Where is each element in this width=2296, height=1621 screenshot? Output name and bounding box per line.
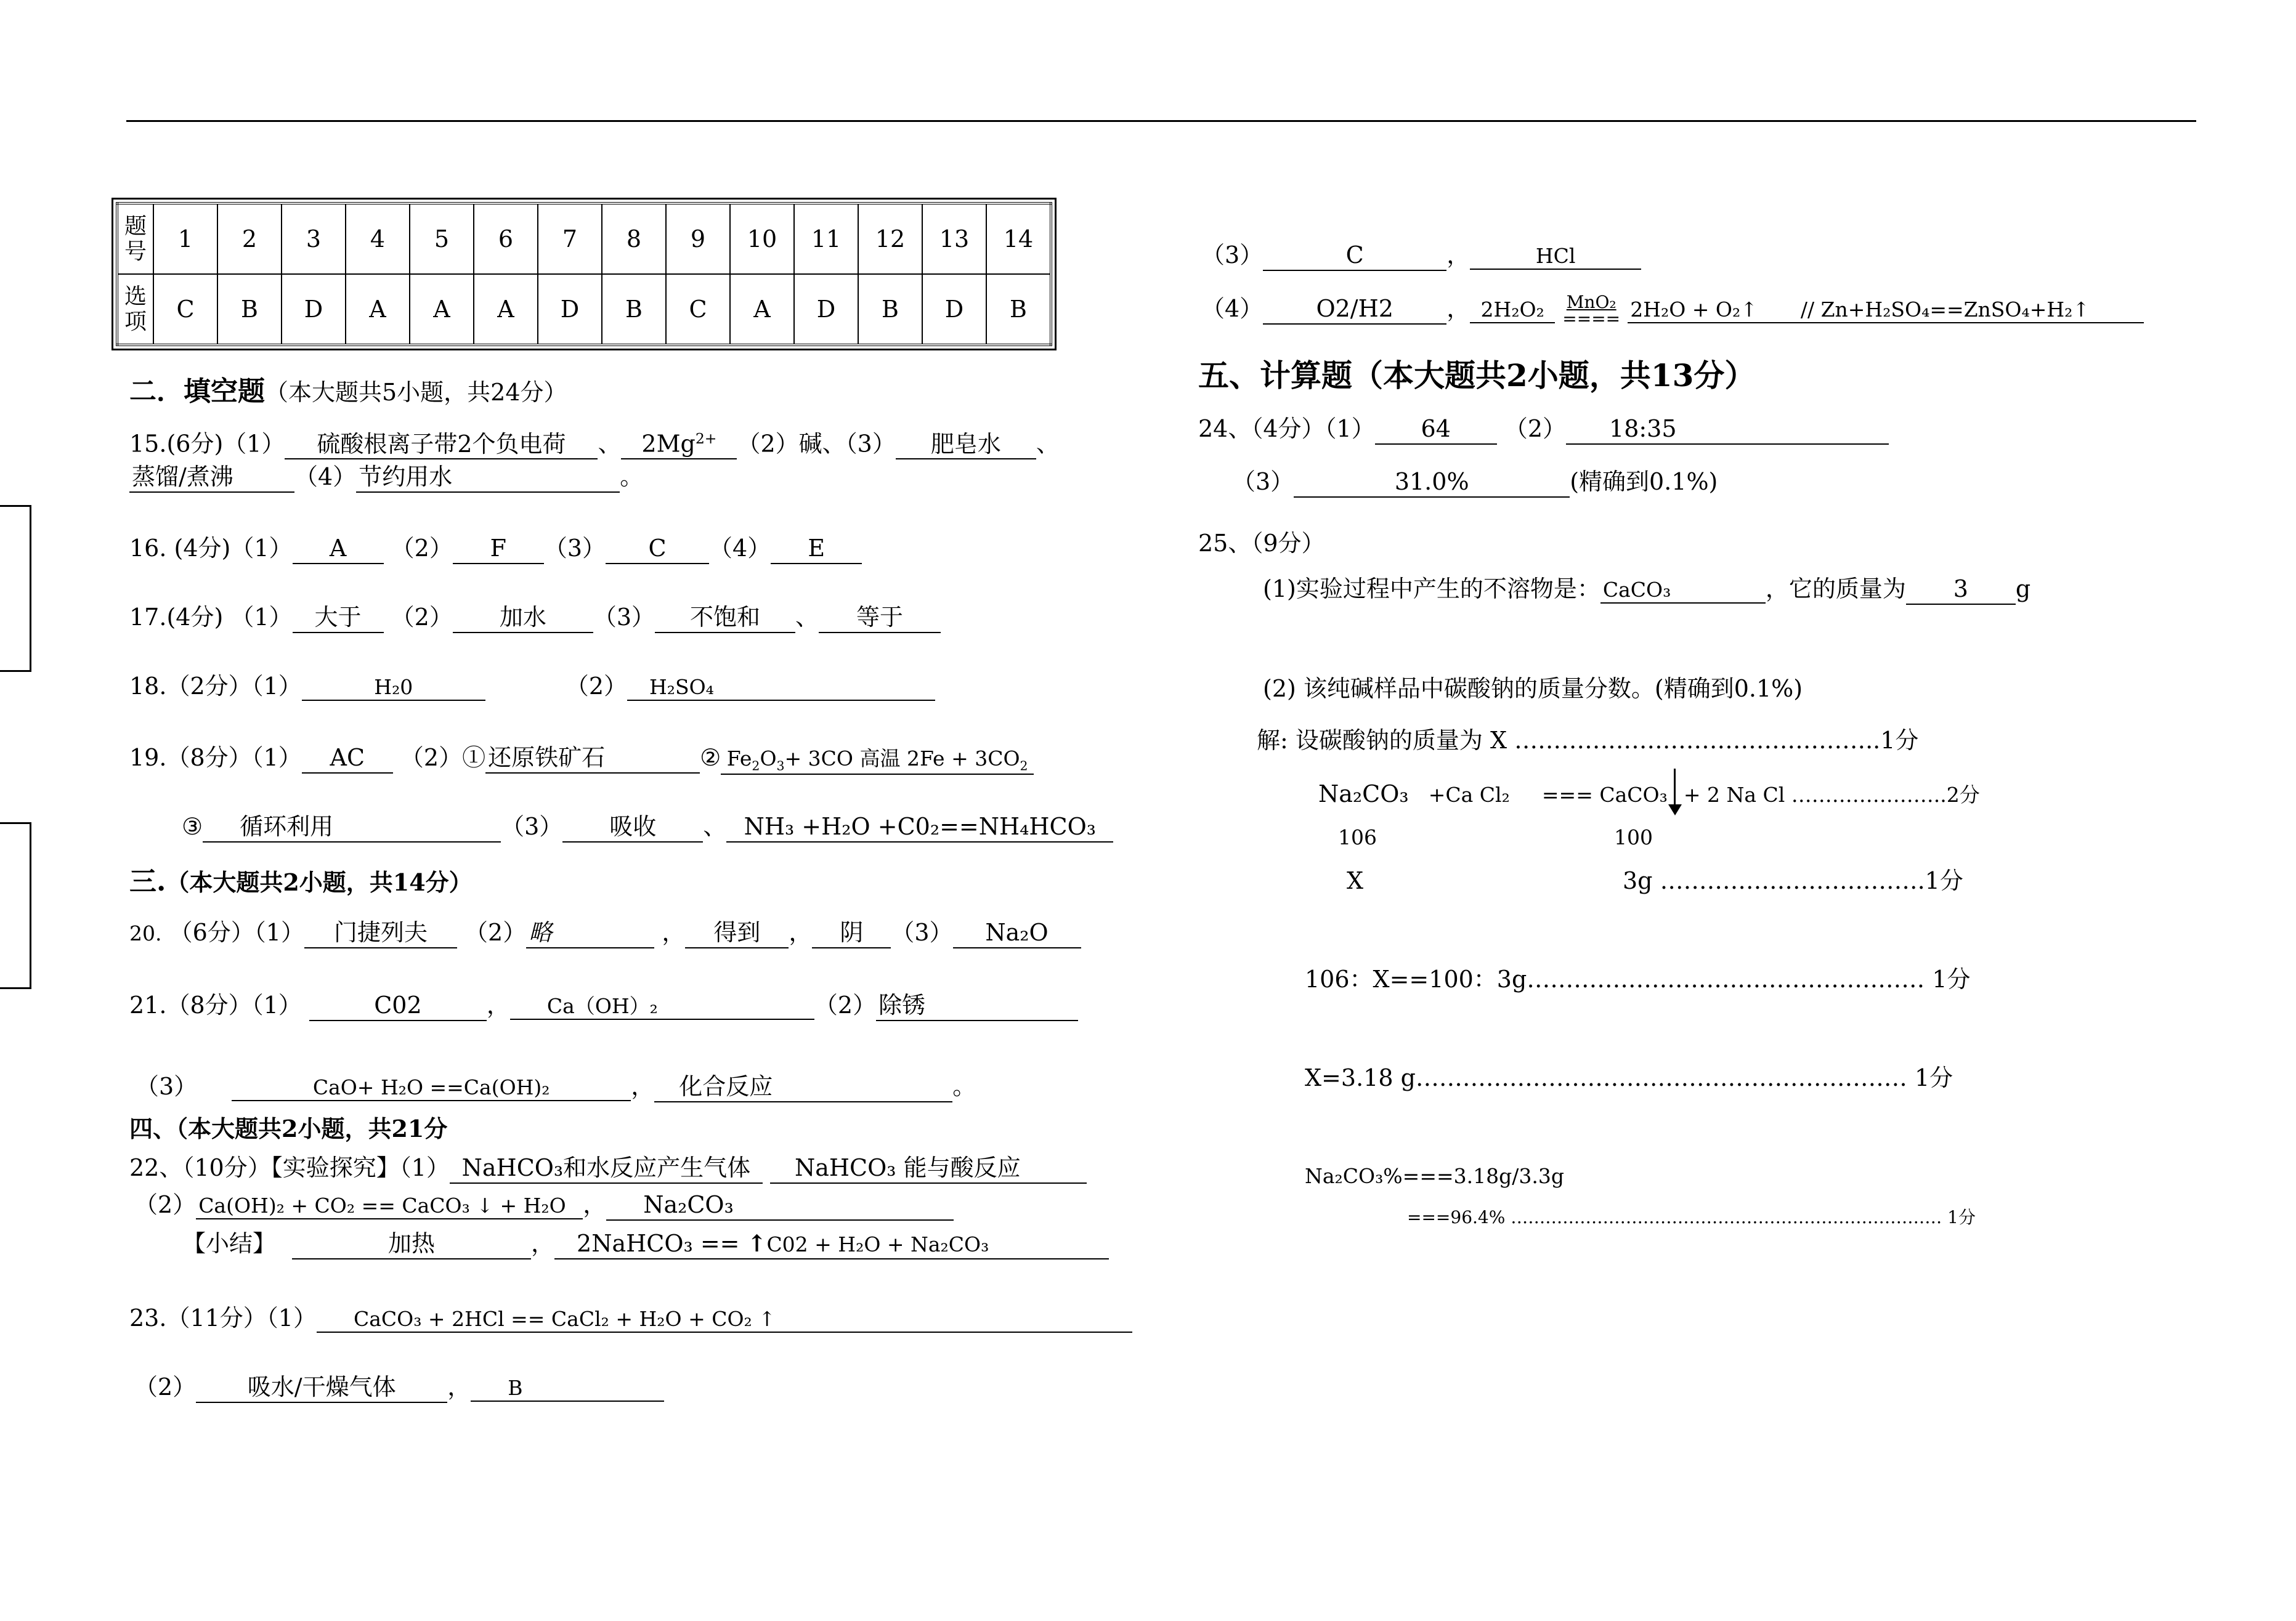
part-label: （1） [230, 535, 293, 562]
answer-blank: H₂SO₄ [627, 675, 935, 701]
table-cell: A [346, 274, 410, 345]
part-label: （1） [251, 744, 302, 771]
table-cell: 2 [217, 203, 282, 274]
table-cell: 8 [602, 203, 666, 274]
answer-blank: Ca(OH)₂ + CO₂ == CaCO₃ ↓ + H₂O [196, 1194, 583, 1219]
answer-blank: E [771, 535, 862, 564]
equals-sign: ==== [1562, 308, 1621, 329]
answer-blank: 吸收 [562, 813, 703, 843]
tag-label: 【实验探究】 [270, 1154, 400, 1181]
part-label: （2） [134, 1191, 197, 1218]
answer-blank: 大于 [293, 604, 384, 633]
answer-blank: 蒸馏/煮沸 [129, 463, 294, 493]
answer-blank: 64 [1375, 415, 1497, 445]
q18 [129, 673, 935, 701]
part-label: （3） [136, 1073, 198, 1100]
reaction-catalyst [1562, 294, 1620, 327]
table-cell: B [602, 274, 666, 345]
tag-label: 【小结】 [182, 1230, 277, 1257]
table-cell: B [858, 274, 922, 345]
table-cell: 14 [986, 203, 1051, 274]
question-number: 22、 [129, 1154, 183, 1181]
score: （2分） [166, 673, 252, 700]
table-cell: 3 [282, 203, 346, 274]
part-label: （2） [464, 919, 527, 946]
q21-line1 [129, 992, 1078, 1021]
answer-blank: 还原铁矿石 [485, 744, 700, 774]
question-text: ，它的质量为 [1765, 575, 1906, 602]
x-value-line: X=3.18 g……………………………………………………… 1分 [1305, 1064, 1953, 1091]
score: (4分) [166, 604, 224, 631]
section-5-heading: 五、计算题（本大题共2小题，共13分） [1198, 357, 1756, 394]
answer-blank: 18:35 [1566, 415, 1889, 445]
formula-part: + 3CO [784, 746, 853, 770]
ratio-line: 106：X==100：3g…………………………………………… 1分 [1305, 966, 1971, 993]
answer-table-row-numbers [117, 203, 1051, 274]
part-label: （3） [593, 604, 655, 631]
formula-part: Na₂CO₃ [1318, 780, 1409, 807]
section-note: （本大题共5小题，共24分） [265, 379, 567, 406]
part-label: ② [700, 744, 721, 771]
formula-part: 2Fe + 3CO [906, 746, 1020, 770]
answer-blank [621, 430, 737, 459]
q21-line2 [136, 1073, 976, 1102]
formula-part: O [760, 746, 777, 770]
separator: ， [583, 1191, 607, 1218]
formula-part: Fe [726, 746, 752, 770]
answer-blank: B [471, 1376, 664, 1402]
separator: ， [662, 919, 686, 946]
molar-mass-caco3-na2co3: 106 [1338, 825, 1377, 849]
answer-blank: 循环利用 [203, 813, 501, 843]
part-label: （4） [294, 463, 357, 490]
separator: ， [447, 1373, 471, 1401]
answer-blank: 除锈 [876, 992, 1078, 1021]
formula-part: // Zn+H₂SO₄==ZnSO₄+H₂↑ [1800, 297, 2090, 322]
section-title: 三. [129, 866, 166, 897]
formula-part: === CaCO₃ [1541, 783, 1668, 807]
answer-blank: Na₂CO₃ [606, 1191, 954, 1221]
separator: ， [631, 1073, 655, 1100]
separator: 、 [795, 604, 819, 631]
separator: 、 [1036, 430, 1060, 458]
catalyst: MnO₂ [1566, 292, 1617, 312]
q15-line1 [129, 430, 1060, 459]
table-cell: 1 [153, 203, 217, 274]
part-label: （2） [1504, 415, 1567, 442]
period: 。 [620, 463, 644, 490]
gas-arrow-icon: ↑ [747, 1229, 767, 1257]
part-label: （2） [134, 1373, 197, 1401]
score: （9分） [1251, 530, 1325, 557]
part-label: （4） [709, 535, 771, 562]
score: （6分） [169, 919, 254, 946]
table-cell: 13 [922, 203, 986, 274]
formula-part: + 2 Na Cl …………………..2分 [1683, 783, 1980, 807]
reaction-condition: 高温 [859, 746, 901, 770]
part-label: （1） [1324, 415, 1375, 442]
q15-line2 [129, 463, 643, 493]
section-2-heading [129, 376, 567, 408]
formula-part: C02 + H₂O + Na₂CO₃ [766, 1232, 989, 1256]
table-cell: 11 [794, 203, 858, 274]
answer-blank: C [606, 535, 709, 564]
q19-line2 [182, 813, 1113, 843]
table-cell: C [666, 274, 730, 345]
question-number: 25、 [1198, 530, 1252, 557]
answer-blank: 2H₂O₂ [1470, 297, 1555, 323]
formula-part: 2NaHCO₃ [577, 1230, 693, 1257]
formula-part: 2H₂O + O₂↑ [1630, 297, 1758, 322]
answer-text: 2Mg [641, 430, 696, 458]
answer-blank: 加热 [292, 1230, 531, 1259]
part-label: （1） [399, 1154, 450, 1181]
table-cell: A [730, 274, 794, 345]
table-cell: 7 [538, 203, 602, 274]
part-label: （1） [230, 604, 293, 631]
part-label: （3） [501, 813, 563, 840]
question-number: 18. [129, 673, 167, 700]
part-label: （1） [254, 919, 304, 946]
score: (4分) [174, 535, 231, 562]
answer-blank: 肥皂水 [896, 431, 1036, 460]
answer-blank: 得到 [685, 919, 789, 948]
answer-blank: 略 [526, 919, 654, 948]
q17 [129, 604, 941, 633]
q25-equation [1318, 777, 1980, 809]
part-label: ③ [182, 813, 203, 840]
q23-line2 [134, 1373, 664, 1403]
answer-blank: 硫酸根离子带2个负电荷 [285, 431, 598, 460]
q24-line2 [1232, 468, 1718, 498]
table-cell: A [474, 274, 538, 345]
answer-blank: CaO+ H₂O ==Ca(OH)₂ [232, 1075, 631, 1101]
precipitate-arrow-icon [1668, 777, 1684, 802]
part-label: （2）碱、（3） [737, 430, 896, 458]
answer-table [116, 202, 1052, 346]
part-label: （1） [223, 430, 285, 458]
answer-blank: CaCO₃ + 2HCl == CaCl₂ + H₂O + CO₂ ↑ [317, 1307, 1132, 1333]
table-cell: 4 [346, 203, 410, 274]
answer-blank: C [1263, 241, 1446, 271]
table-cell: A [410, 274, 474, 345]
answer-blank: AC [302, 744, 393, 774]
question-number: 17. [129, 604, 167, 631]
binding-margin-box-upper [0, 505, 31, 672]
score: （8分） [166, 992, 252, 1019]
part-label: （2）① [400, 744, 486, 771]
answer-blank: HCl [1470, 244, 1641, 270]
answer-blank: C02 [309, 992, 487, 1021]
separator: 、 [598, 430, 622, 458]
answer-blank: 不饱和 [655, 604, 795, 633]
separator: ， [531, 1230, 555, 1257]
separator: ， [1446, 295, 1470, 323]
answer-blank: NaHCO₃ 能与酸反应 [770, 1154, 1087, 1184]
answer-blank: NaHCO₃和水反应产生气体 [450, 1154, 763, 1184]
header-rule [126, 120, 2196, 122]
score: (6分) [166, 430, 224, 458]
table-cell: 6 [474, 203, 538, 274]
table-cell: D [922, 274, 986, 345]
answer-blank: 门捷列夫 [304, 919, 457, 948]
answer-blank [1628, 297, 2144, 323]
q19-line1 [129, 744, 1034, 775]
part-label: （4） [1201, 295, 1264, 323]
score: （8分） [166, 744, 252, 771]
table-cell: B [217, 274, 282, 345]
q25-heading [1198, 530, 1325, 558]
separator: ， [486, 992, 510, 1019]
part-label: （2） [391, 604, 453, 631]
answer-blank: 31.0% [1294, 468, 1570, 498]
part-label: （1） [251, 673, 302, 700]
question-number: 24、 [1198, 415, 1252, 442]
part-label: （1） [251, 992, 302, 1019]
right-line-4 [1201, 294, 2144, 327]
question-number: 20. [129, 921, 162, 945]
question-number: 23. [129, 1304, 167, 1332]
separator: 、 [703, 813, 727, 840]
part-label: （3） [543, 535, 606, 562]
answer-blank: 3 [1906, 575, 2016, 605]
answer-blank: F [453, 535, 544, 564]
binding-margin-box-lower [0, 822, 31, 989]
answer-blank: H₂0 [302, 675, 485, 701]
q25-part1 [1263, 575, 2030, 605]
part-label: （2） [565, 673, 627, 700]
table-cell: D [538, 274, 602, 345]
part-label: （2） [391, 535, 453, 562]
answer-blank: 吸水/干燥气体 [196, 1373, 447, 1403]
answer-blank [554, 1229, 1109, 1259]
percentage-line-2: ===96.4% ………………………………………………………………… 1分 [1407, 1207, 1976, 1227]
question-number: 21. [129, 992, 167, 1019]
table-cell: D [282, 274, 346, 345]
answer-blank: 加水 [453, 604, 593, 633]
part-label: （3） [1232, 468, 1294, 495]
part-label: （3） [1201, 241, 1264, 269]
percentage-line-1: Na₂CO₃%===3.18g/3.3g [1305, 1164, 1564, 1188]
table-cell: 10 [730, 203, 794, 274]
period: 。 [952, 1073, 976, 1100]
answer-blank: $Fe_2O_3+ 3CO$ 高温 $2Fe + 3CO_2$ [721, 746, 1034, 775]
unit: g [2015, 575, 2031, 602]
section-note: （本大题共2小题，共14分） [166, 868, 473, 896]
row-header-option: 选项 [117, 274, 153, 345]
right-line-3 [1201, 241, 1641, 271]
separator: ， [1446, 241, 1470, 269]
part-label: （3） [891, 919, 953, 946]
formula-part: +Ca Cl₂ [1428, 783, 1510, 807]
section-3-heading [129, 866, 473, 899]
score: （11分） [166, 1304, 267, 1332]
q25-part2: (2) 该纯碱样品中碳酸钠的质量分数。(精确到0.1%) [1263, 675, 1803, 702]
score: （4分） [1251, 415, 1325, 442]
answer-table-row-answers [117, 274, 1051, 345]
row-header-number: 题号 [117, 203, 153, 274]
molar-mass-caco3: 100 [1614, 825, 1653, 849]
question-number: 16. [129, 535, 167, 562]
table-cell: D [794, 274, 858, 345]
answer-blank: 等于 [819, 604, 941, 633]
table-cell: B [986, 274, 1051, 345]
part-label: （2） [814, 992, 877, 1019]
question-text: (1)实验过程中产生的不溶物是： [1263, 575, 1600, 602]
answer-blank: Na₂O [953, 919, 1081, 948]
question-number: 19. [129, 744, 167, 771]
q16 [129, 535, 862, 564]
section-title: 二．填空题 [129, 376, 265, 407]
table-cell: 9 [666, 203, 730, 274]
q23-line1 [129, 1304, 1132, 1333]
answer-blank: NH₃ +H₂O +C0₂==NH₄HCO₃ [726, 813, 1113, 843]
q22-summary [182, 1229, 1109, 1259]
separator: ， [789, 919, 813, 946]
question-number: 15. [129, 430, 167, 458]
table-cell: 12 [858, 203, 922, 274]
section-title: 四、 [129, 1115, 177, 1142]
answer-blank: 节约用水 [356, 463, 620, 493]
answer-blank: CaCO₃ [1600, 578, 1766, 604]
table-cell: 5 [410, 203, 474, 274]
answer-blank: Ca（OH）₂ [510, 994, 814, 1020]
score: （10分） [182, 1154, 271, 1181]
superscript: 2+ [695, 430, 717, 447]
q22-line1 [129, 1154, 1087, 1184]
q20 [129, 919, 1081, 948]
section-note: （本大题共2小题，共21分 [176, 1115, 448, 1142]
precipitate-mass: 3g …………………………….1分 [1623, 867, 1963, 894]
q25-solution-set: 解: 设碳酸钠的质量为 X ………………………………………..1分 [1257, 727, 1919, 754]
part-label: （1） [266, 1304, 317, 1332]
unknown-x: X [1347, 867, 1364, 894]
section-4-heading [129, 1115, 447, 1143]
answer-blank: A [293, 535, 384, 564]
q24-line1 [1198, 415, 1889, 445]
answer-blank: 化合反应 [654, 1073, 952, 1102]
formula-part: == [700, 1230, 740, 1257]
table-cell: C [153, 274, 217, 345]
answer-blank: O2/H2 [1263, 295, 1446, 325]
q22-line2 [134, 1191, 954, 1221]
answer-blank: 阴 [812, 919, 891, 948]
precision-note: (精确到0.1%) [1570, 468, 1718, 495]
